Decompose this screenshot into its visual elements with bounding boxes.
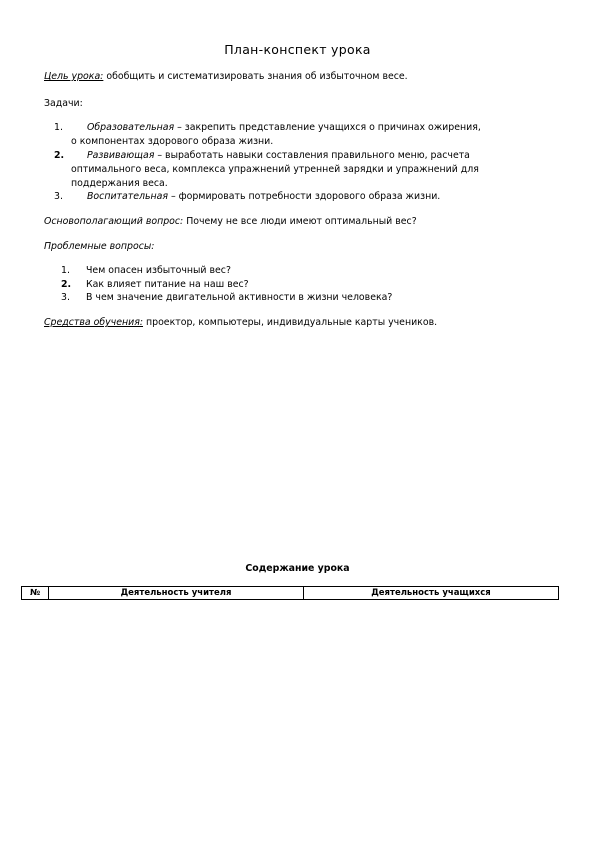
lesson-content-table [21, 586, 559, 600]
question-number: 3. [61, 292, 70, 303]
task-item-developing [87, 149, 470, 162]
task-item-educational [87, 121, 481, 134]
teaching-means [44, 317, 437, 328]
task-name: Воспитательная [87, 191, 169, 202]
question-number: 1. [61, 265, 70, 276]
task-name: Образовательная [87, 122, 175, 133]
problem-questions-label-text: Проблемные вопросы: [44, 241, 155, 252]
problem-question: В чем значение двигательной активности в жизни человека? [86, 292, 393, 303]
task-text: – формировать потребности здорового образа жизни. [168, 191, 441, 202]
lesson-goal [44, 71, 408, 82]
lesson-goal-text: обобщить и систематизировать знания об избыточном весе. [103, 71, 408, 82]
tasks-label: Задачи: [44, 98, 83, 109]
main-question [44, 216, 417, 227]
task-text-continued: оптимального веса, комплекса упражнений утренней зарядки и упражнений для [71, 164, 479, 175]
problem-question: Чем опасен избыточный вес? [86, 265, 231, 276]
lesson-goal-label: Цель урока: [44, 71, 104, 82]
content-section-title: Содержание урока [245, 563, 350, 574]
teaching-means-text: проектор, компьютеры, индивидуальные карты учеников. [143, 317, 438, 328]
task-number: 2. [54, 150, 65, 161]
teaching-means-label: Средства обучения: [44, 317, 144, 328]
main-question-text: Почему не все люди имеют оптимальный вес? [183, 216, 417, 227]
column-header-teacher: Деятельность учителя [49, 587, 304, 600]
column-header-students: Деятельность учащихся [304, 587, 559, 600]
task-text: – закрепить представление учащихся о причинах ожирения, [174, 122, 481, 133]
task-name: Развивающая [87, 150, 155, 161]
page-title: План-конспект урока [224, 42, 371, 57]
task-item-upbringing [87, 190, 440, 203]
main-question-label: Основополагающий вопрос: [44, 216, 184, 227]
task-text-continued: о компонентах здорового образа жизни. [71, 136, 274, 147]
question-number: 2. [61, 279, 72, 290]
task-number: 1. [54, 122, 63, 133]
task-text: – выработать навыки составления правильного меню, расчета [154, 150, 470, 161]
problem-questions-label [44, 241, 154, 252]
table-header-row [22, 587, 559, 600]
problem-question: Как влияет питание на наш вес? [86, 279, 249, 290]
task-text-continued: поддержания веса. [71, 178, 168, 189]
column-header-number: № [22, 587, 49, 600]
task-number: 3. [54, 191, 63, 202]
